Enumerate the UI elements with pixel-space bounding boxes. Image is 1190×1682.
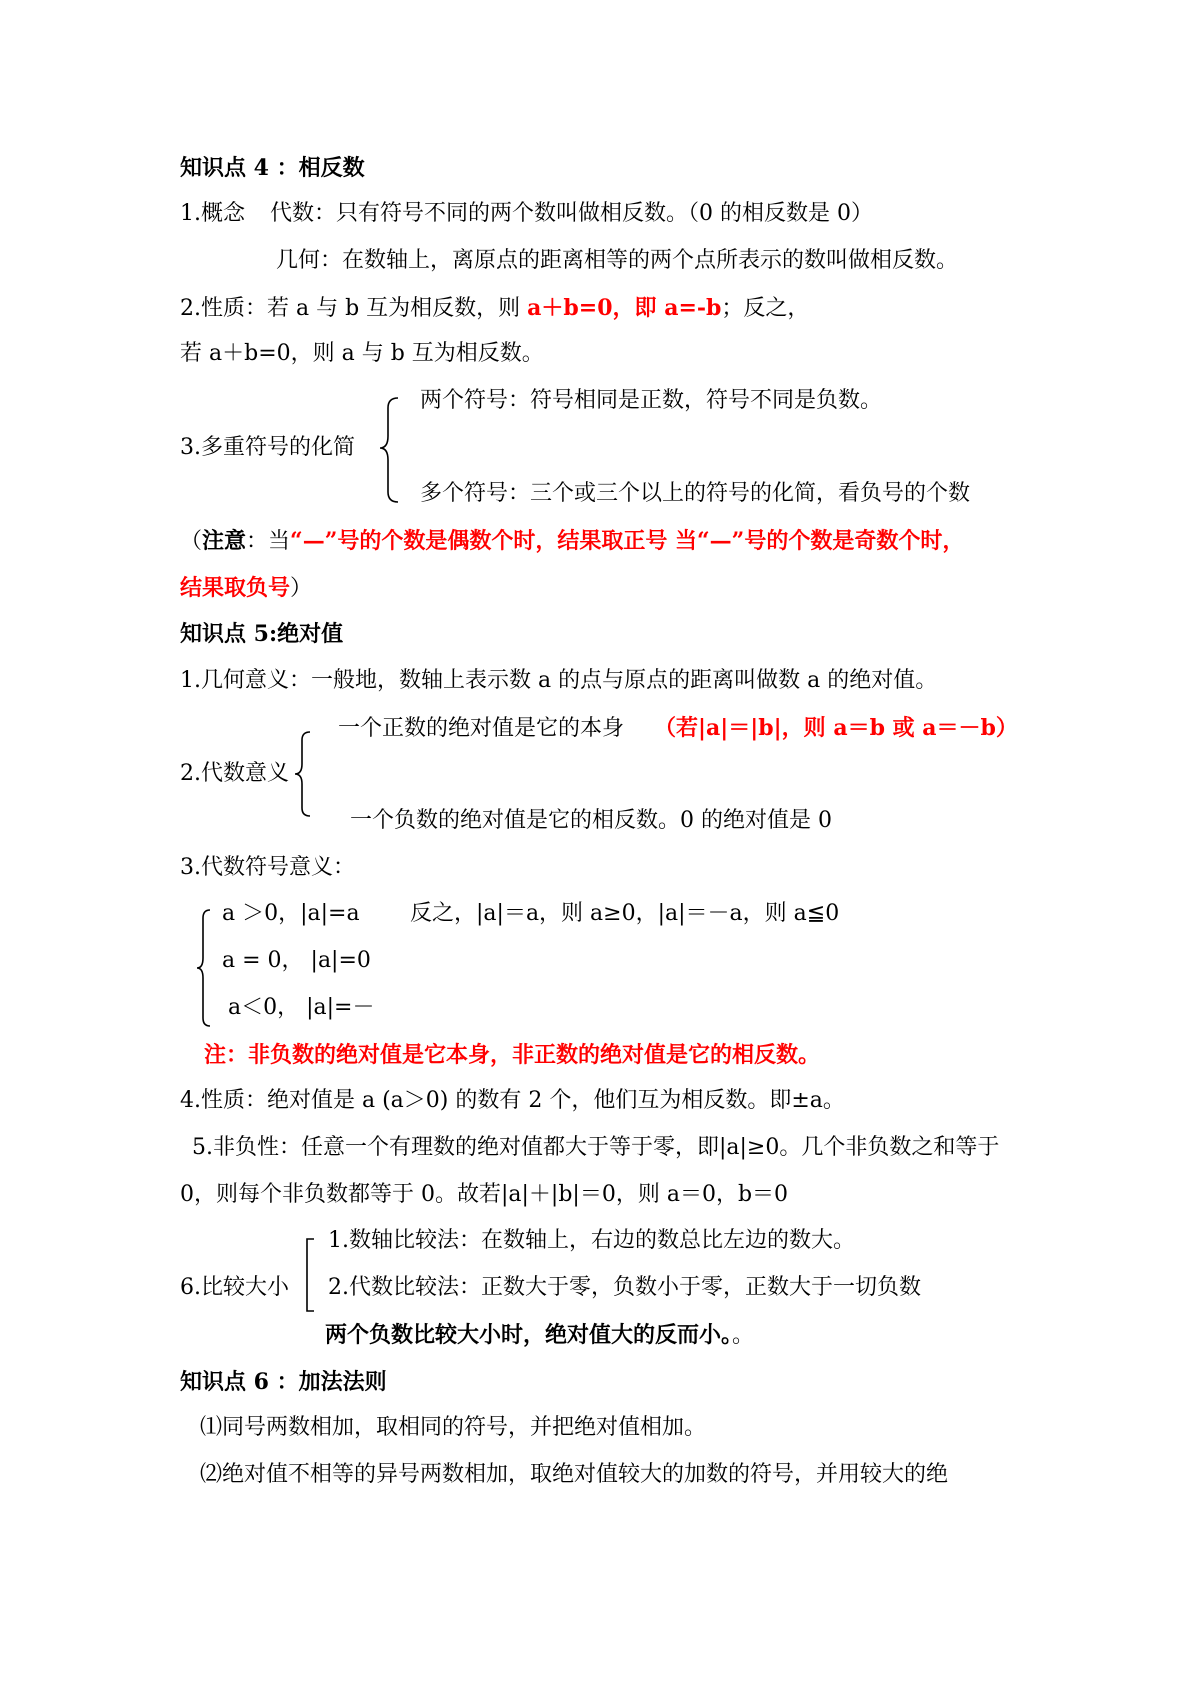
addition-rule-2: ⑵绝对值不相等的异号两数相加，取绝对值较大的加数的符号，并用较大的绝	[200, 1462, 949, 1487]
multi-sign-brace	[378, 396, 408, 506]
section-5-heading: 知识点 5:绝对值	[180, 621, 344, 647]
compare-negatives-bold: 两个负数比较大小时，绝对值大的反而小。	[325, 1322, 733, 1348]
abs-alg-positive	[338, 713, 1018, 744]
property-line-1	[180, 293, 809, 324]
concept-algebraic: 代数：只有符号不同的两个数叫做相反数。（0 的相反数是 0）	[270, 201, 873, 226]
compare-bracket	[300, 1237, 320, 1313]
addition-rule-1: ⑴同号两数相加，取相同的符号，并把绝对值相加。	[200, 1415, 707, 1440]
note-label: 注意	[202, 528, 247, 554]
compare-negatives-end: 。	[732, 1323, 755, 1348]
concept-label: 1.概念	[180, 201, 245, 226]
abs-symbol-brace	[196, 908, 220, 1028]
section-4-heading: 知识点 4 ：相反数	[180, 155, 365, 181]
abs-alg-brace	[294, 730, 320, 820]
compare-method-2: 2.代数比较法：正数大于零，负数小于零，正数大于一切负数	[328, 1275, 921, 1300]
note-red-text-1: “—”号的个数是偶数个时，结果取正号 当“—”号的个数是奇数个时，	[290, 528, 965, 554]
compare-label: 6.比较大小	[180, 1275, 289, 1300]
multi-sign-two: 两个符号：符号相同是正数，符号不同是负数。	[420, 388, 883, 413]
abs-alg-negative: 一个负数的绝对值是它的相反数。0 的绝对值是 0	[350, 808, 832, 833]
note-paren-open: （	[180, 529, 203, 554]
multi-sign-label: 3.多重符号的化简	[180, 435, 355, 460]
abs-nonneg-line-2: 0，则每个非负数都等于 0。故若|a|＋|b|＝0，则 a＝0，b＝0	[180, 1182, 789, 1207]
abs-note-red: 注：非负数的绝对值是它本身，非正数的绝对值是它的相反数。	[204, 1042, 821, 1068]
abs-nonneg-line-1: 5.非负性：任意一个有理数的绝对值都大于等于零，即|a|≥0。几个非负数之和等于	[192, 1135, 1000, 1160]
abs-symbol-case-2: a = 0， |a|=0	[222, 948, 371, 973]
property-text: 2.性质：若 a 与 b 互为相反数，则	[180, 296, 528, 321]
property-tail: ；反之，	[721, 296, 810, 321]
abs-symbol-converse: 反之，|a|＝a，则 a≥0，|a|＝－a，则 a≦0	[410, 901, 840, 926]
abs-symbol-label: 3.代数符号意义：	[180, 855, 355, 880]
section-6-heading: 知识点 6 ：加法法则	[180, 1369, 387, 1395]
abs-alg-positive-text: 一个正数的绝对值是它的本身	[338, 716, 625, 741]
abs-symbol-case-3: a＜0， |a|=－	[228, 995, 375, 1020]
note-line-2	[180, 573, 312, 604]
abs-property: 4.性质：绝对值是 a (a＞0) 的数有 2 个，他们互为相反数。即±a。	[180, 1088, 845, 1113]
abs-geometric-meaning: 1.几何意义：一般地，数轴上表示数 a 的点与原点的距离叫做数 a 的绝对值。	[180, 668, 938, 693]
compare-negatives	[325, 1320, 754, 1351]
compare-method-1: 1.数轴比较法：在数轴上，右边的数总比左边的数大。	[328, 1228, 855, 1253]
multi-sign-many: 多个符号：三个或三个以上的符号的化简，看负号的个数	[420, 481, 971, 506]
note-paren-close: ）	[290, 576, 313, 601]
note-colon: ：当	[246, 529, 291, 554]
note-red-text-2: 结果取负号	[180, 575, 291, 601]
property-line-2: 若 a＋b=0，则 a 与 b 互为相反数。	[180, 341, 544, 366]
abs-alg-label: 2.代数意义	[180, 761, 289, 786]
note-line-1	[180, 526, 964, 557]
abs-symbol-case-1: a ＞0，|a|=a	[222, 901, 360, 926]
concept-geometric: 几何：在数轴上，离原点的距离相等的两个点所表示的数叫做相反数。	[276, 248, 959, 273]
abs-alg-red-note: （若|a|＝|b|，则 a＝b 或 a＝－b）	[654, 715, 1018, 741]
property-formula: a＋b=0，即 a=-b	[527, 295, 722, 321]
